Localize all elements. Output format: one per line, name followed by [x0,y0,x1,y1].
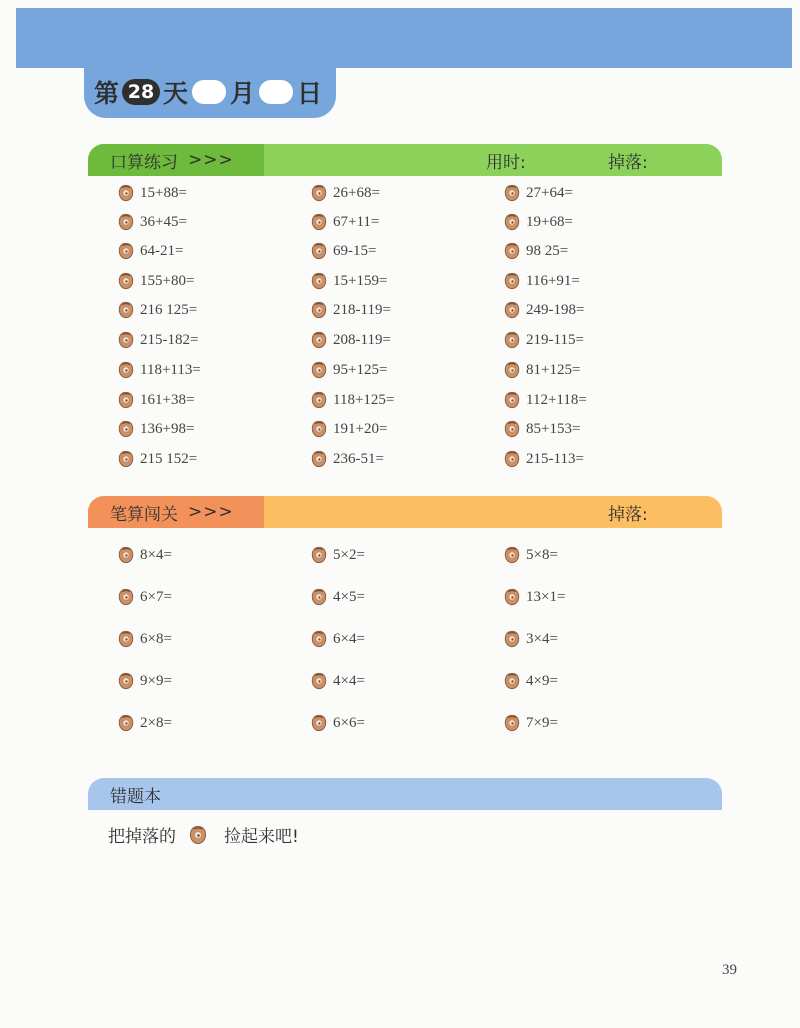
problem-item: 6×4= [310,630,365,648]
acorn-icon [310,391,328,409]
problem-item: 161+38= [117,391,194,409]
date-label: 日 [297,79,323,108]
problem-item: 215 152= [117,450,197,468]
acorn-icon [503,391,521,409]
problem-item: 112+118= [503,391,587,409]
problem-item: 3×4= [503,630,558,648]
arrows: >>> [188,150,234,170]
problem-item: 215-182= [117,331,198,349]
problem-item: 7×9= [503,714,558,732]
acorn-icon [503,361,521,379]
mental-math-title: 口算练习 >>> [88,144,264,176]
acorn-icon [503,301,521,319]
problem-item: 5×8= [503,546,558,564]
day-prefix: 第 [94,79,120,108]
day-number: 28 [122,79,160,105]
problem-item: 208-119= [310,331,391,349]
date-blank [259,80,293,104]
problem-item: 15+88= [117,184,187,202]
problem-item: 98 25= [503,242,568,260]
acorn-icon [117,420,135,438]
acorn-icon [117,301,135,319]
acorn-icon [310,272,328,290]
problem-item: 8×4= [117,546,172,564]
acorn-icon [310,361,328,379]
acorn-icon [117,213,135,231]
page-number: 39 [722,962,737,978]
day-suffix: 天 [163,79,189,108]
acorn-icon [503,184,521,202]
acorn-icon [117,272,135,290]
acorn-icon [117,546,135,564]
problem-item: 13×1= [503,588,565,606]
acorn-icon [117,588,135,606]
mental-math-header [88,144,722,176]
problem-item: 155+80= [117,272,194,290]
acorn-icon [117,672,135,690]
problem-item: 249-198= [503,301,584,319]
table-row [0,213,800,237]
day-header [84,66,336,118]
acorn-icon [117,242,135,260]
table-row [0,672,800,696]
acorn-icon [310,331,328,349]
acorn-icon [310,588,328,606]
mistakes-header [88,778,722,810]
problem-item: 5×2= [310,546,365,564]
problem-item: 15+159= [310,272,387,290]
problem-item: 6×8= [117,630,172,648]
table-row [0,184,800,208]
table-row [0,450,800,474]
month-blank [192,80,226,104]
table-row [0,630,800,654]
acorn-icon [310,301,328,319]
problem-item: 69-15= [310,242,376,260]
acorn-icon [310,420,328,438]
acorn-icon [117,184,135,202]
problem-item: 2×8= [117,714,172,732]
table-row [0,331,800,355]
problem-item: 36+45= [117,213,187,231]
time-label: 用时: [486,152,526,173]
table-row [0,272,800,296]
acorn-icon [503,630,521,648]
acorn-icon [117,714,135,732]
dropped-label: 掉落: [608,152,648,173]
table-row [0,588,800,612]
problem-item: 9×9= [117,672,172,690]
acorn-icon [503,242,521,260]
problem-item: 67+11= [310,213,379,231]
acorn-icon [310,630,328,648]
problem-item: 191+20= [310,420,387,438]
problem-item: 218-119= [310,301,391,319]
acorn-icon [117,391,135,409]
problem-item: 81+125= [503,361,580,379]
acorn-icon [503,588,521,606]
written-math-title: 笔算闯关 >>> [88,496,264,528]
problem-item: 116+91= [503,272,580,290]
problem-item: 6×6= [310,714,365,732]
problem-item: 136+98= [117,420,194,438]
problem-item: 219-115= [503,331,584,349]
problem-item: 236-51= [310,450,384,468]
acorn-icon [503,331,521,349]
problem-item: 4×4= [310,672,365,690]
problem-item: 118+125= [310,391,394,409]
acorn-icon [117,630,135,648]
acorn-icon [310,184,328,202]
problem-item: 216 125= [117,301,197,319]
acorn-icon [503,420,521,438]
table-row [0,361,800,385]
acorn-icon [503,450,521,468]
acorn-icon [310,242,328,260]
problem-item: 215-113= [503,450,584,468]
table-row [0,546,800,570]
acorn-icon [117,361,135,379]
mistakes-prompt: 把掉落的 捡起来吧! [108,822,299,847]
problem-item: 26+68= [310,184,380,202]
written-math-header [88,496,722,528]
table-row [0,420,800,444]
problem-item: 27+64= [503,184,573,202]
month-label: 月 [230,79,256,108]
table-row [0,301,800,325]
problem-item: 95+125= [310,361,387,379]
acorn-icon [310,450,328,468]
acorn-icon [188,825,208,845]
acorn-icon [503,672,521,690]
acorn-icon [117,450,135,468]
acorn-icon [503,546,521,564]
acorn-icon [117,331,135,349]
acorn-icon [503,213,521,231]
problem-item: 6×7= [117,588,172,606]
acorn-icon [310,546,328,564]
dropped-label: 掉落: [608,504,648,525]
mistakes-title: 错题本 [110,786,161,807]
acorn-icon [503,272,521,290]
table-row [0,714,800,738]
problem-item: 64-21= [117,242,183,260]
table-row [0,391,800,415]
problem-item: 4×5= [310,588,365,606]
problem-item: 118+113= [117,361,201,379]
arrows: >>> [188,502,234,522]
table-row [0,242,800,266]
acorn-icon [503,714,521,732]
acorn-icon [310,672,328,690]
problem-item: 4×9= [503,672,558,690]
acorn-icon [310,213,328,231]
problem-item: 85+153= [503,420,580,438]
acorn-icon [310,714,328,732]
problem-item: 19+68= [503,213,573,231]
top-banner [16,8,792,68]
